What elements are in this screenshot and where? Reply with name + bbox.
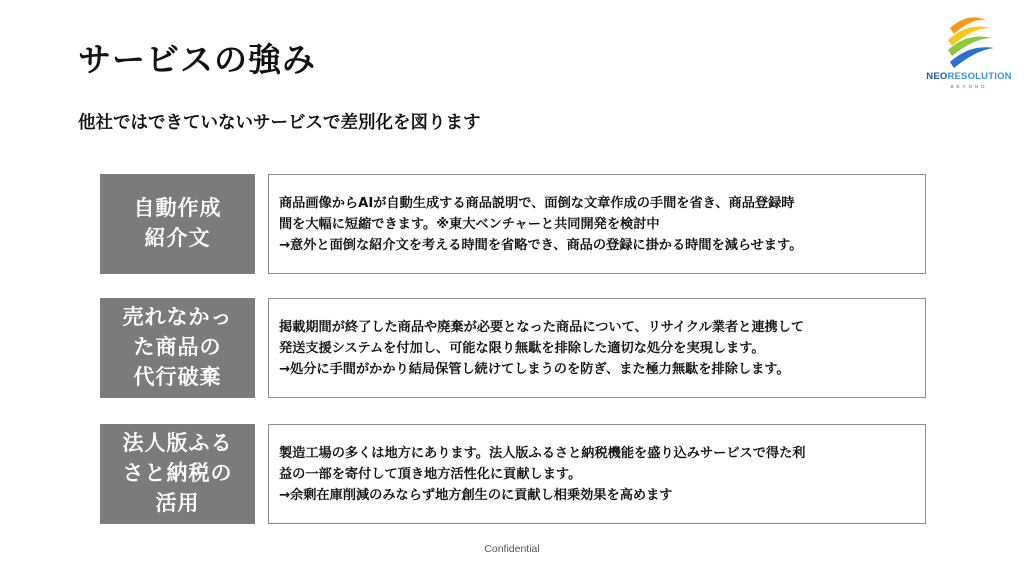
logo-tagline: BEYOND [950, 84, 988, 89]
strength-label-box [100, 298, 255, 398]
description-line: →意外と面倒な紹介文を考える時間を省略でき、商品の登録に掛かる時間を減らせます。 [279, 237, 803, 253]
description-line: 商品画像からAIが自動生成する商品説明で、面倒な文章作成の手間を省き、商品登録時 [279, 195, 795, 211]
description-line: →余剰在庫削減のみならず地方創生のに貢献し相乗効果を高めます [279, 487, 673, 503]
logo-word-neo: NEO [926, 71, 948, 82]
strength-label: 自動作成 紹介文 [133, 196, 222, 250]
description-line: →処分に手間がかかり結局保管し続けてしまうのを防ぎ、また極力無駄を排除します。 [279, 361, 790, 377]
logo-word-resolution: RESOLUTION [947, 71, 1012, 82]
description-line: 益の一部を寄付して頂き地方活性化に貢献します。 [279, 466, 582, 482]
logo-swoosh-icon [942, 14, 996, 68]
description-line: 発送支援システムを付加し、可能な限り無駄を排除した適切な処分を実現します。 [279, 340, 765, 356]
description-line: 掲載期間が終了した商品や廃棄が必要となった商品について、リサイクル業者と連携して [279, 319, 805, 335]
company-logo [924, 14, 1014, 94]
confidential-footer: Confidential [484, 543, 540, 555]
description-line: 間を大幅に短縮できます。※東大ベンチャーと共同開発を検討中 [279, 216, 660, 232]
logo-wordmark [924, 71, 1014, 82]
strength-description-box [268, 298, 926, 398]
strength-row [100, 298, 926, 398]
slide-subtitle: 他社ではできていないサービスで差別化を図ります [78, 113, 481, 133]
strength-description-box [268, 174, 926, 274]
strength-label: 法人版ふる さと納税の 活用 [122, 431, 233, 515]
strength-label: 売れなかっ た商品の 代行破棄 [122, 305, 233, 389]
strength-row [100, 174, 926, 274]
strength-label-box [100, 424, 255, 524]
slide-title: サービスの強み [78, 40, 316, 79]
strength-description-box [268, 424, 926, 524]
strength-label-box [100, 174, 255, 274]
description-line: 製造工場の多くは地方にあります。法人版ふるさと納税機能を盛り込みサービスで得た利 [279, 445, 806, 461]
strength-row [100, 424, 926, 524]
